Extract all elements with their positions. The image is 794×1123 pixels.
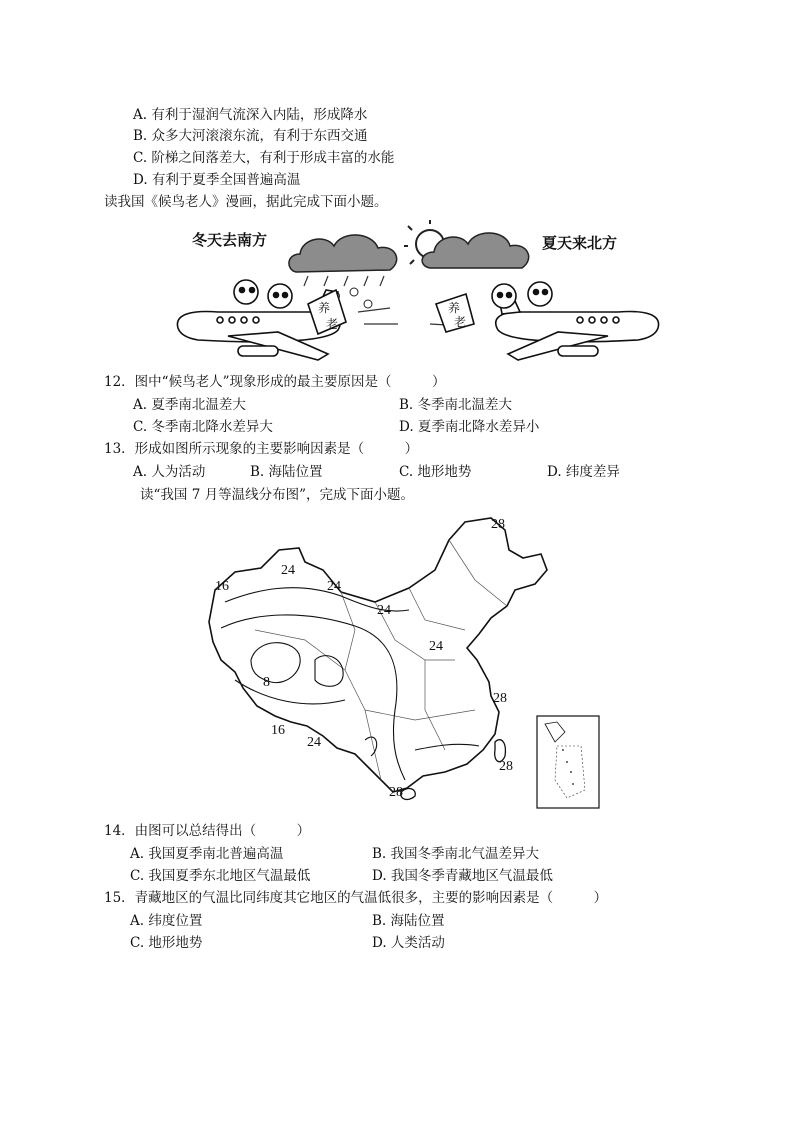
isotherm-label-8: 8 bbox=[263, 675, 270, 690]
q14-option-d: D. 我国冬季青藏地区气温最低 bbox=[372, 868, 553, 884]
isotherm-label-28-ne: 28 bbox=[491, 517, 505, 532]
rain-cloud-icon bbox=[289, 235, 397, 308]
q12-stem: 12．图中“候鸟老人”现象形成的最主要原因是（ ） bbox=[104, 374, 446, 390]
isotherm-label-24-c1: 24 bbox=[377, 603, 391, 618]
isotherm-label-16-nw: 16 bbox=[215, 579, 229, 594]
q11-option-c: C. 阶梯之间落差大，有利于形成丰富的水能 bbox=[133, 150, 395, 166]
left-airplane-icon bbox=[177, 280, 346, 360]
migratory-elderly-cartoon bbox=[168, 220, 668, 370]
south-china-sea-inset bbox=[537, 716, 599, 808]
q13-option-c: C. 地形地势 bbox=[399, 464, 472, 480]
isotherm-label-24-nw: 24 bbox=[281, 563, 295, 578]
isotherm-label-24-c2: 24 bbox=[429, 639, 443, 654]
q13-option-a: A. 人为活动 bbox=[133, 464, 206, 480]
q14-option-a: A. 我国夏季南北普遍高温 bbox=[130, 846, 284, 862]
q12-option-c: C. 冬季南北降水差异大 bbox=[133, 419, 273, 435]
q13-stem: 13．形成如图所示现象的主要影响因素是（ ） bbox=[104, 441, 419, 457]
map-intro: 读“我国 7 月等温线分布图”，完成下面小题。 bbox=[140, 487, 414, 503]
q13-option-b: B. 海陆位置 bbox=[250, 464, 323, 480]
q13-option-d: D. 纬度差异 bbox=[547, 464, 620, 480]
banner-char-1: 养 bbox=[318, 301, 331, 315]
q11-option-a: A. 有利于湿润气流深入内陆，形成降水 bbox=[133, 107, 368, 123]
isotherm-label-28-s: 28 bbox=[389, 785, 403, 800]
q15-option-d: D. 人类活动 bbox=[372, 935, 445, 951]
q15-option-c: C. 地形地势 bbox=[130, 935, 203, 951]
cartoon-right-caption: 夏天来北方 bbox=[542, 234, 618, 252]
q15-option-a: A. 纬度位置 bbox=[130, 913, 203, 929]
july-isotherm-map bbox=[195, 510, 615, 810]
q15-option-b: B. 海陆位置 bbox=[372, 913, 445, 929]
q11-option-d: D. 有利于夏季全国普遍高温 bbox=[133, 172, 301, 188]
q15-stem: 15．青藏地区的气温比同纬度其它地区的气温低很多，主要的影响因素是（ ） bbox=[104, 890, 608, 906]
q14-option-c: C. 我国夏季东北地区气温最低 bbox=[130, 868, 311, 884]
banner-char-2: 老 bbox=[326, 317, 339, 331]
isotherm-label-28-e: 28 bbox=[493, 691, 507, 706]
cartoon-left-caption: 冬天去南方 bbox=[192, 231, 268, 249]
q12-option-d: D. 夏季南北降水差异小 bbox=[399, 419, 540, 435]
q12-option-b: B. 冬季南北温差大 bbox=[399, 397, 513, 413]
sun-cloud-icon bbox=[404, 220, 529, 268]
isotherm-label-16-sw: 16 bbox=[271, 723, 285, 738]
banner-char-2-right: 老 bbox=[454, 315, 467, 329]
q14-stem: 14．由图可以总结得出（ ） bbox=[104, 823, 311, 839]
isotherm-label-24-sw: 24 bbox=[307, 735, 321, 750]
right-airplane-icon bbox=[436, 282, 659, 360]
q14-option-b: B. 我国冬季南北气温差异大 bbox=[372, 846, 540, 862]
q11-option-b: B. 众多大河滚滚东流，有利于东西交通 bbox=[133, 128, 368, 144]
isotherm-label-24-n: 24 bbox=[327, 579, 341, 594]
banner-char-1-right: 养 bbox=[448, 301, 461, 315]
isotherm-label-28-tw: 28 bbox=[499, 759, 513, 774]
q12-option-a: A. 夏季南北温差大 bbox=[133, 397, 246, 413]
cartoon-intro: 读我国《候鸟老人》漫画，据此完成下面小题。 bbox=[104, 194, 388, 210]
